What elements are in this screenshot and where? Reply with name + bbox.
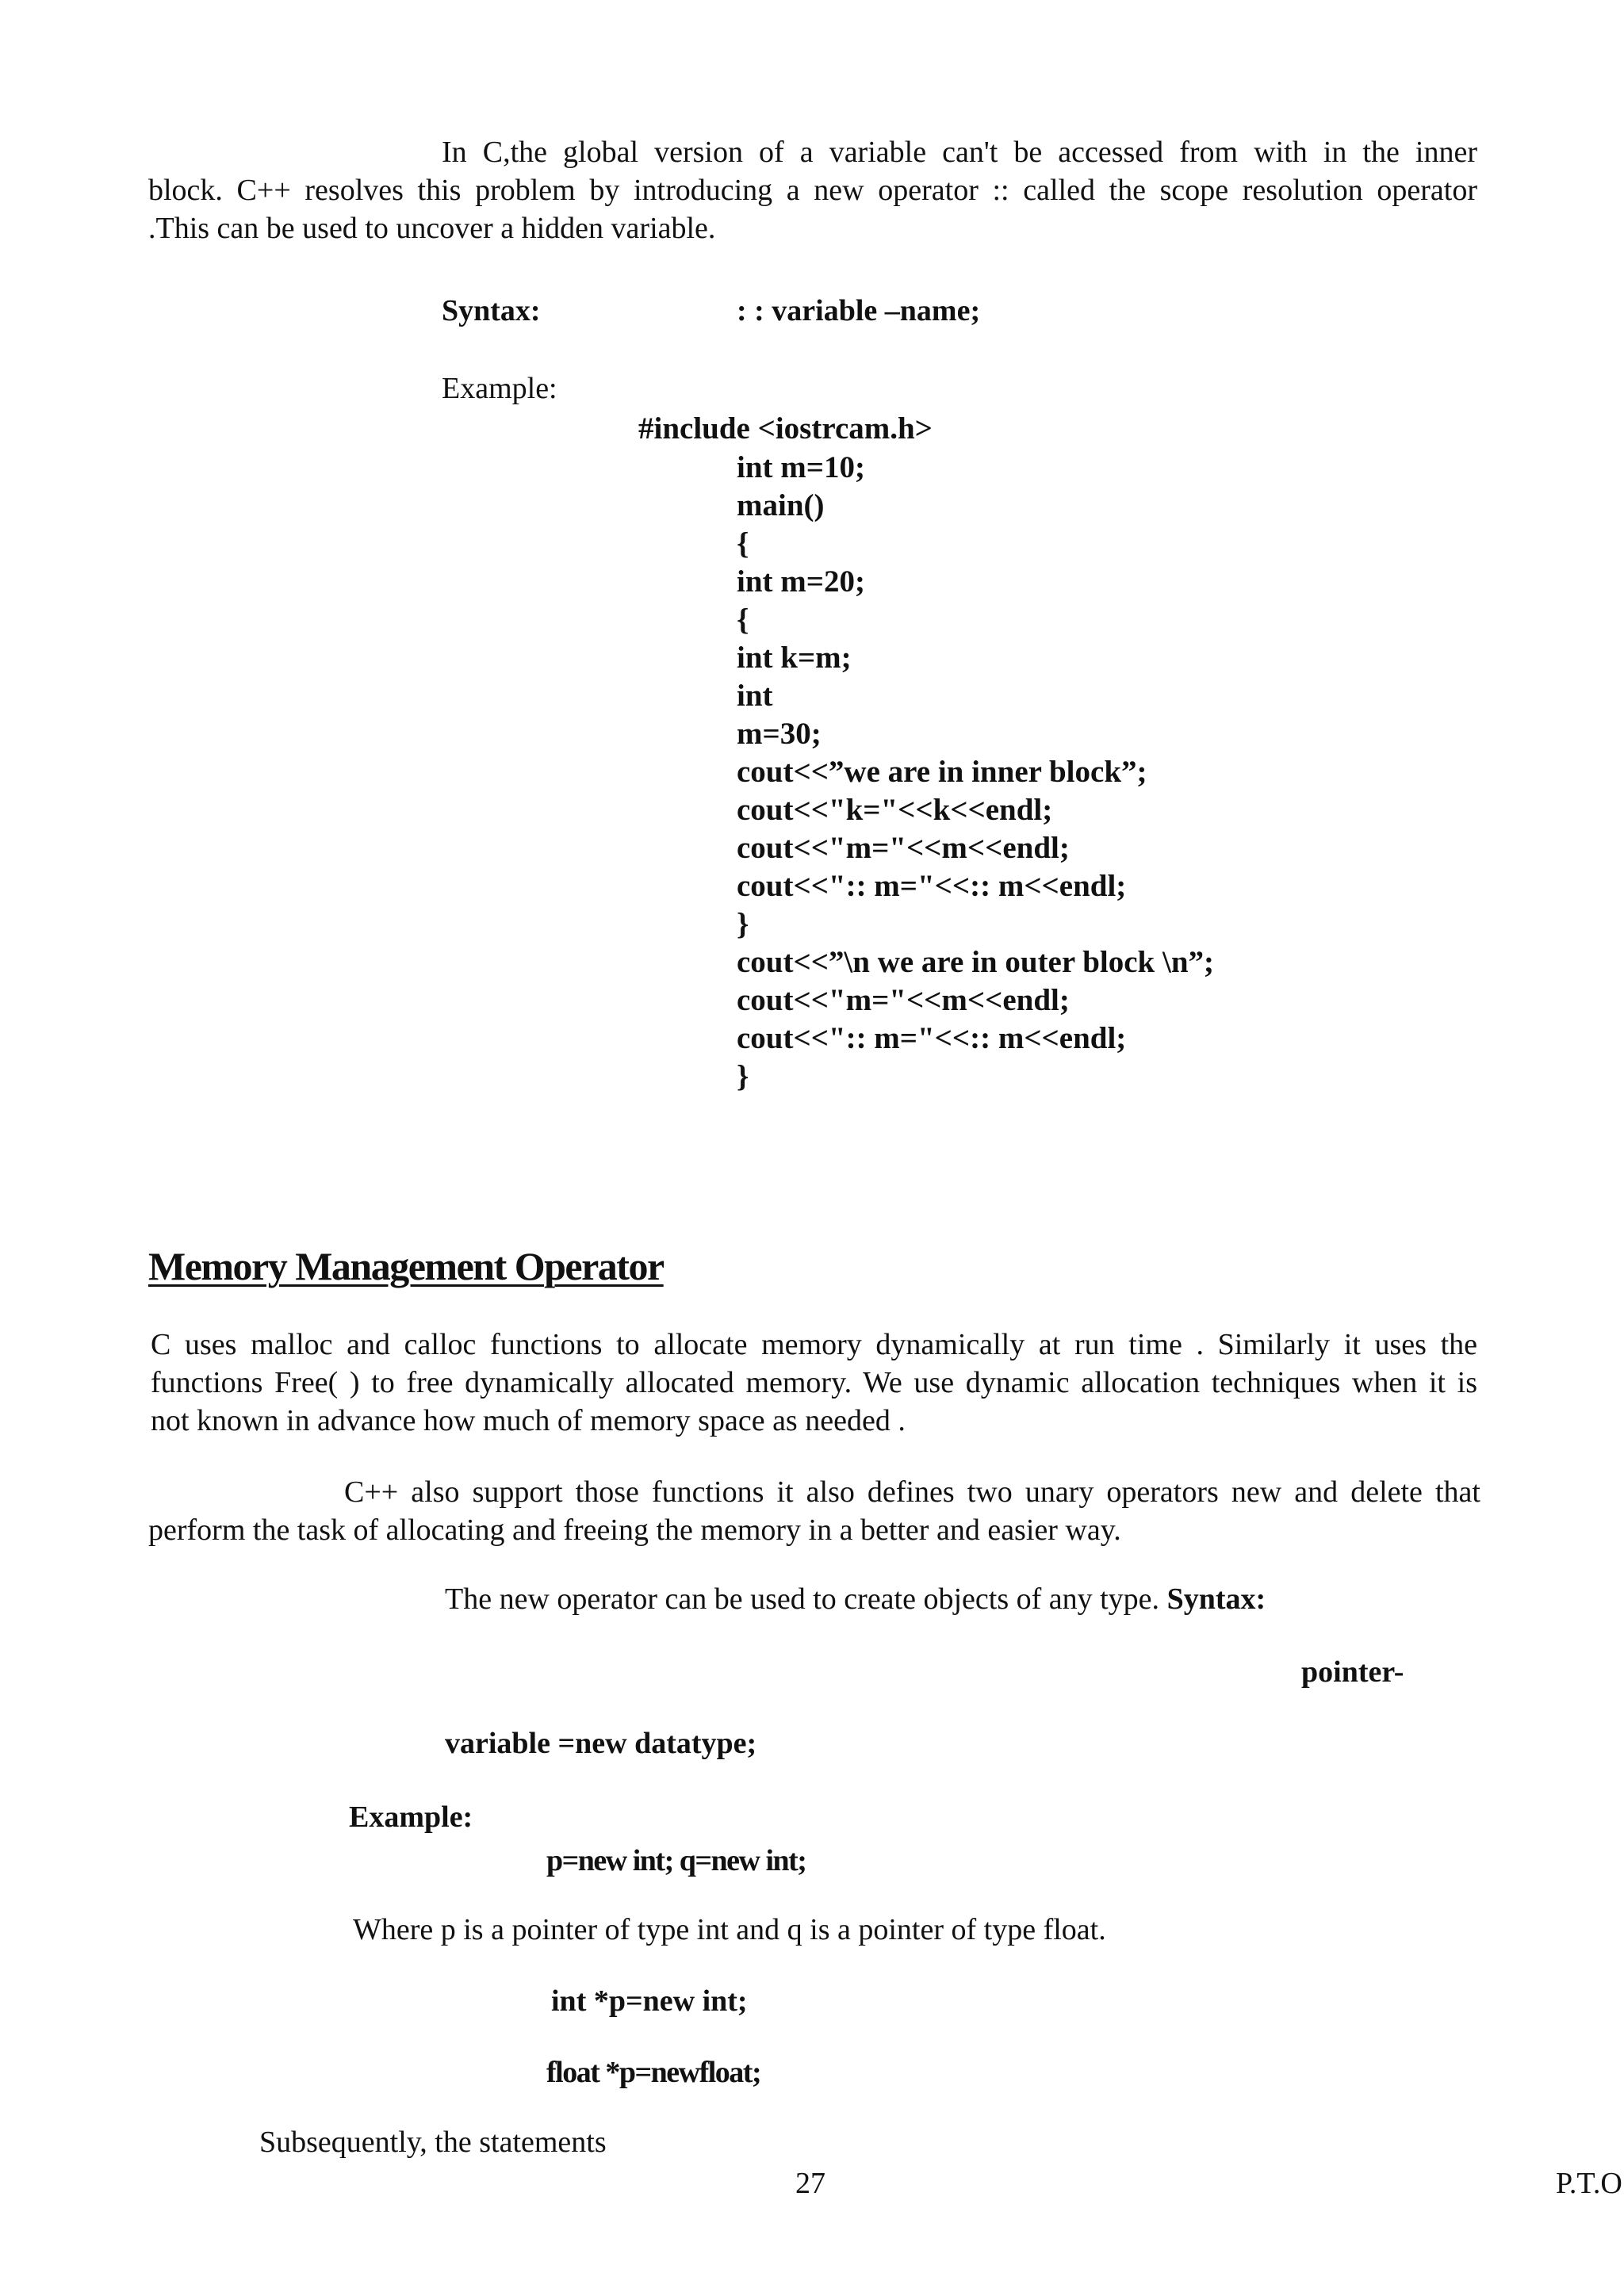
memory-p2-line-1: C++ also support those functions it also defines two unary operators new and delete that [344,1475,1480,1509]
where-text: Where p is a pointer of type int and q is a pointer of type float. [353,1913,1106,1946]
variable-new-datatype: variable =new datatype; [445,1727,757,1760]
code-line: } [737,1059,749,1093]
example-label: Example: [442,372,557,405]
memory-p2-line-2: perform the task of allocating and freeing the memory in a better and easier way. [148,1513,1121,1547]
code-line: int m=10; [737,450,865,484]
example-label-2: Example: [349,1800,473,1834]
code-include: #include <iostrcam.h> [638,411,933,446]
code-line: cout<<":: m="<<:: m<<endl; [737,869,1127,903]
pointer-text: pointer- [1301,1655,1404,1689]
syntax-label: Syntax: [442,294,541,327]
subsequently-text: Subsequently, the statements [259,2126,607,2159]
pto-marker: P.T.O [1556,2167,1622,2200]
new-operator-line [445,1582,1266,1617]
code-line: } [737,907,749,941]
section-heading: Memory Management Operator [148,1244,664,1288]
code-line: cout<<"m="<<m<<endl; [737,831,1070,865]
new-operator-text: The new operator can be used to create objects of any type. [445,1582,1160,1616]
code-line: cout<<”we are in inner block”; [737,755,1147,789]
intro-line-2: block. C++ resolves this problem by introducing a new operator :: called the scope resolution operator [148,174,1477,207]
intro-line-1: In C,the global version of a variable can't be accessed from with in the inner [442,136,1477,169]
syntax-value: : : variable –name; [737,294,981,327]
memory-paragraph-2 [148,1473,1480,1549]
code-line: { [737,526,749,561]
intro-line-3: .This can be used to uncover a hidden variable. [148,212,716,245]
code-line: cout<<":: m="<<:: m<<endl; [737,1021,1127,1055]
memory-paragraph-1 [151,1326,1477,1440]
code-line: cout<<"k="<<k<<endl; [737,793,1053,827]
code-line: int [737,679,773,713]
example-code: p=new int; q=new int; [546,1844,806,1877]
code-line: m=30; [737,717,822,751]
int-declaration: int *p=new int; [551,1984,748,2018]
intro-paragraph [148,133,1477,247]
float-declaration: float *p=newfloat; [546,2056,761,2089]
code-line: cout<<"m="<<m<<endl; [737,983,1070,1017]
memory-p1-line-1: C uses malloc and calloc functions to allocate memory dynamically at run time . Similarly it uses the [151,1328,1477,1361]
syntax-label-2: Syntax: [1166,1582,1266,1616]
page-number: 27 [795,2167,825,2200]
code-line: int k=m; [737,641,852,675]
memory-p1-line-2: functions Free( ) to free dynamically allocated memory. We use dynamic allocation techniques when it is [151,1366,1477,1399]
code-block [737,449,1214,1096]
code-line: int m=20; [737,564,865,599]
code-line: { [737,603,749,637]
memory-p1-line-3: not known in advance how much of memory space as needed . [151,1404,906,1437]
code-line: cout<<”\n we are in outer block \n”; [737,945,1215,979]
code-line: main() [737,488,825,522]
